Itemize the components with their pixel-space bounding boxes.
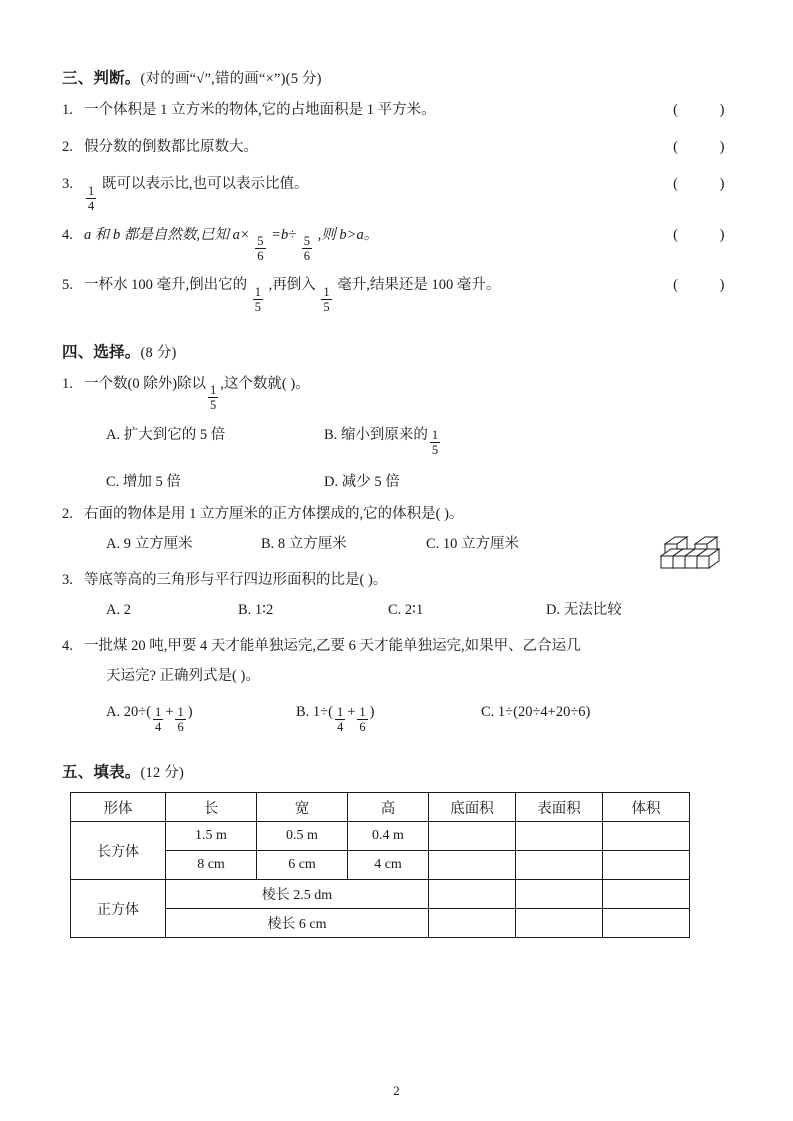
judge-question-1-answer-blank[interactable]: ( ) <box>673 102 725 118</box>
option-4a-pre: 20÷( <box>123 704 152 720</box>
table-cell-cuboid2-base-area[interactable] <box>429 851 516 880</box>
table-header-height: 高 <box>348 793 429 822</box>
judge-question-1 <box>62 95 731 125</box>
section-four-heading <box>62 340 731 362</box>
choice-question-2-number: 2. <box>62 506 73 522</box>
choice-question-4-line-1: 一批煤 20 吨,甲要 4 天才能单独运完,乙要 6 天才能单独运完,如果甲、乙合运几 <box>84 638 581 654</box>
table-row <box>71 822 690 851</box>
option-2c-text: 10 立方厘米 <box>442 536 520 552</box>
judge-question-5-text-mid: ,再倒入 <box>268 277 316 293</box>
table-cell-cuboid2-volume[interactable] <box>603 851 690 880</box>
table-header-length: 长 <box>166 793 257 822</box>
fraction-one-sixth-4a: $\frac{1}{6}$ <box>177 705 184 734</box>
table-header-volume: 体积 <box>603 793 690 822</box>
judge-question-5 <box>62 270 731 314</box>
section-three-heading <box>62 66 731 88</box>
judge-question-5-answer-blank[interactable]: ( ) <box>673 277 725 293</box>
choice-question-3-text: 等底等高的三角形与平行四边形面积的比是( )。 <box>84 572 388 588</box>
option-4b-pre: 1÷( <box>312 704 333 720</box>
option-3b-text: 1∶2 <box>254 602 274 618</box>
table-cell-cuboid2-width: 6 cm <box>257 851 348 880</box>
table-cell-cuboid1-height: 0.4 m <box>348 822 429 851</box>
judge-question-1-text: 一个体积是 1 立方米的物体,它的占地面积是 1 平方米。 <box>84 102 436 118</box>
option-2b-text: 8 立方厘米 <box>277 536 347 552</box>
option-1d-label: D. <box>324 474 339 490</box>
choice-question-1-text-post: ,这个数就( )。 <box>220 375 310 392</box>
option-3b[interactable] <box>238 595 388 625</box>
choice-question-4-number: 4. <box>62 638 73 654</box>
judge-question-4-text-mid: =b÷ <box>271 226 297 243</box>
choice-question-1 <box>62 369 731 413</box>
fraction-one-sixth-4b: $\frac{1}{6}$ <box>359 705 366 734</box>
table-header-surface-area: 表面积 <box>516 793 603 822</box>
table-header-base-area: 底面积 <box>429 793 516 822</box>
table-cell-cuboid2-surface-area[interactable] <box>516 851 603 880</box>
judge-question-4-answer-blank[interactable]: ( ) <box>673 226 725 243</box>
option-1a-label: A. <box>106 427 121 443</box>
fraction-five-sixths-a: $\frac{5}{6}$ <box>257 234 264 263</box>
option-2b[interactable] <box>261 529 426 559</box>
table-cell-cube-label: 正方体 <box>71 880 166 938</box>
judge-question-4-text-post: ,则 b>a。 <box>317 226 379 243</box>
choice-question-2-options <box>62 529 731 559</box>
table-cell-cube1-surface-area[interactable] <box>516 880 603 909</box>
judge-question-5-text-pre: 一杯水 100 毫升,倒出它的 <box>84 277 248 293</box>
option-1d[interactable] <box>324 467 400 497</box>
table-cell-cube2-surface-area[interactable] <box>516 909 603 938</box>
choice-question-3-number: 3. <box>62 572 73 588</box>
table-cell-cuboid2-height: 4 cm <box>348 851 429 880</box>
section-three-title: 三、判断。 <box>62 70 141 87</box>
table-cell-cube1-edge: 棱长 2.5 dm <box>166 880 429 909</box>
option-1c-text: 增加 5 倍 <box>122 474 181 490</box>
choice-question-1-options-row-2 <box>62 467 731 497</box>
judge-question-5-number: 5. <box>62 277 73 293</box>
option-3b-label: B. <box>238 602 252 618</box>
section-five-title: 五、填表。 <box>62 764 141 781</box>
option-1b-text: 缩小到原来的 <box>340 427 428 443</box>
page-number: 2 <box>393 1083 400 1098</box>
option-3c[interactable] <box>388 595 546 625</box>
option-4b-label: B. <box>296 704 310 720</box>
option-3a-label: A. <box>106 602 121 618</box>
option-1c-label: C. <box>106 474 120 490</box>
table-cell-cube2-volume[interactable] <box>603 909 690 938</box>
option-4a-label: A. <box>106 704 121 720</box>
judge-question-3-text <box>84 169 309 213</box>
judge-question-4 <box>62 220 731 264</box>
fraction-one-fourth-4b: $\frac{1}{4}$ <box>336 705 344 734</box>
table-cell-cube1-base-area[interactable] <box>429 880 516 909</box>
fraction-one-fourth: $\frac{1}{4}$ <box>88 183 95 213</box>
choice-question-2-text: 右面的物体是用 1 立方厘米的正方体摆成的,它的体积是( )。 <box>84 506 464 522</box>
judge-question-2-answer-blank[interactable]: ( ) <box>673 139 725 155</box>
judge-question-4-text-pre: a 和 b 都是自然数,已知 a× <box>84 226 250 243</box>
choice-question-3-options <box>62 595 731 625</box>
choice-question-2 <box>62 499 731 529</box>
option-1b-label: B. <box>324 427 338 443</box>
table-cell-cuboid2-length: 8 cm <box>166 851 257 880</box>
section-three-score: (对的画“√”,错的画“×”)(5 分) <box>140 71 322 87</box>
table-cell-cuboid1-base-area[interactable] <box>429 822 516 851</box>
option-1a[interactable] <box>106 420 324 457</box>
option-3d[interactable] <box>546 595 622 625</box>
judge-question-4-number: 4. <box>62 226 73 243</box>
choice-question-1-options-row-1 <box>62 420 731 457</box>
section-four-score: (8 分) <box>140 344 177 361</box>
judge-question-1-number: 1. <box>62 102 73 118</box>
table-cell-cube2-edge: 棱长 6 cm <box>166 909 429 938</box>
option-3c-text: 2∶1 <box>404 602 424 618</box>
table-cell-cuboid1-surface-area[interactable] <box>516 822 603 851</box>
option-3c-label: C. <box>388 602 402 618</box>
cube-stack-figure <box>655 530 735 576</box>
option-2c-label: C. <box>426 536 440 552</box>
option-2a[interactable] <box>106 529 261 559</box>
judge-question-2-number: 2. <box>62 139 73 155</box>
choice-question-4-line-2: 天运完? 正确列式是( )。 <box>106 668 260 684</box>
option-4c-pre: 1÷(20÷4+20÷6) <box>497 704 591 720</box>
fill-table <box>70 792 690 938</box>
table-cell-cube1-volume[interactable] <box>603 880 690 909</box>
table-cell-cuboid1-width: 0.5 m <box>257 822 348 851</box>
option-4a-mid: + <box>165 704 174 720</box>
table-cell-cuboid1-length: 1.5 m <box>166 822 257 851</box>
option-2c[interactable] <box>426 529 519 559</box>
fraction-one-fifth: $\frac{1}{5}$ <box>210 383 217 412</box>
option-3d-text: 无法比较 <box>563 602 622 618</box>
section-four-title: 四、选择。 <box>62 343 141 361</box>
option-4c-label: C. <box>481 704 495 720</box>
table-cell-cuboid1-volume[interactable] <box>603 822 690 851</box>
section-five-score: (12 分) <box>140 765 184 781</box>
table-row <box>71 880 690 909</box>
choice-question-4 <box>62 631 731 661</box>
option-2b-label: B. <box>261 536 275 552</box>
judge-question-5-text-post: 毫升,结果还是 100 毫升。 <box>337 277 501 293</box>
option-3a[interactable] <box>106 595 238 625</box>
table-header-row <box>71 793 690 822</box>
fraction-one-fifth-a: $\frac{1}{5}$ <box>254 284 261 314</box>
judge-question-4-text <box>84 220 378 264</box>
table-cell-cube2-base-area[interactable] <box>429 909 516 938</box>
fraction-one-fourth-4a: $\frac{1}{4}$ <box>155 705 162 734</box>
choice-question-3 <box>62 565 731 595</box>
option-4b-mid: + <box>347 704 356 720</box>
choice-question-1-number: 1. <box>62 375 73 392</box>
option-2a-label: A. <box>106 536 121 552</box>
choice-question-1-text-pre: 一个数(0 除外)除以 <box>84 375 207 392</box>
judge-question-3-number: 3. <box>62 176 73 192</box>
option-1a-text: 扩大到它的 5 倍 <box>123 427 226 443</box>
option-2a-text: 9 立方厘米 <box>123 536 193 552</box>
table-cell-cuboid-label: 长方体 <box>71 822 166 880</box>
judge-question-3-text-post: 既可以表示比,也可以表示比值。 <box>101 176 309 192</box>
fraction-five-sixths-b: $\frac{5}{6}$ <box>303 234 311 263</box>
choice-question-4-options <box>62 697 731 734</box>
judge-question-3-answer-blank[interactable]: ( ) <box>673 176 725 192</box>
judge-question-3 <box>62 169 731 213</box>
fraction-one-fifth-option: $\frac{1}{5}$ <box>431 428 439 457</box>
option-4a-post: ) <box>187 704 193 720</box>
judge-question-2 <box>62 132 731 162</box>
option-1c[interactable] <box>106 467 324 497</box>
option-4b[interactable] <box>296 697 481 734</box>
option-4a[interactable] <box>106 697 296 734</box>
option-1d-text: 减少 5 倍 <box>341 474 400 490</box>
table-header-width: 宽 <box>257 793 348 822</box>
table-header-form: 形体 <box>71 793 166 822</box>
judge-question-5-text <box>84 270 500 314</box>
fraction-one-fifth-b: $\frac{1}{5}$ <box>323 284 330 314</box>
option-4c[interactable] <box>481 697 590 734</box>
option-4b-post: ) <box>369 704 375 720</box>
option-3a-text: 2 <box>123 602 131 618</box>
section-five-heading <box>62 760 731 782</box>
option-3d-label: D. <box>546 602 561 618</box>
option-1b[interactable] <box>324 420 442 457</box>
judge-question-2-text: 假分数的倒数都比原数大。 <box>84 139 258 155</box>
